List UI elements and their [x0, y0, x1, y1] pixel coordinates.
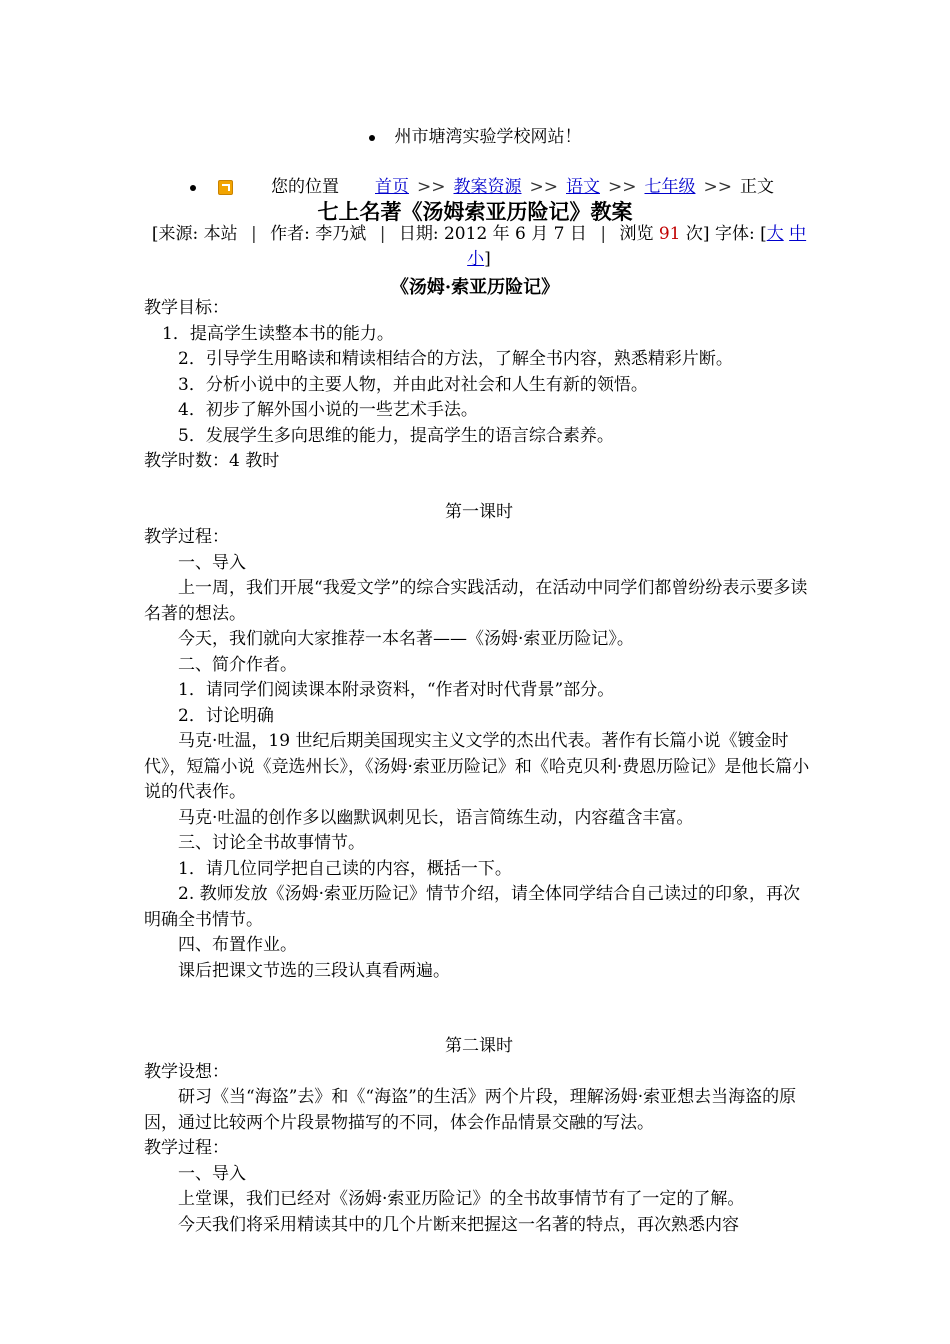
breadcrumb-separator: >>	[703, 177, 732, 197]
location-label: 您的位置	[271, 177, 339, 197]
article-title: 七上名著《汤姆索亚历险记》教案	[317, 199, 633, 224]
font-size-small-link[interactable]: 小	[467, 249, 485, 269]
body-paragraph: 今天我们将采用精读其中的几个片断来把握这一名著的特点，再次熟悉内容	[178, 1214, 739, 1235]
font-size-large-link[interactable]: 大	[766, 224, 784, 244]
site-welcome-text: 州市塘湾实验学校网站！	[394, 127, 582, 147]
meta-font-label: 字体: [	[714, 224, 767, 244]
article-subtitle: 《汤姆·索亚历险记》	[390, 277, 560, 298]
body-paragraph: 马克·吐温，19 世纪后期美国现实主义文学的杰出代表。著作有长篇小说《镀金时代》，短篇小说《竞选州长》，《汤姆·索亚历险记》和《哈克贝利·费恩历险记》是他长篇小说的代表作。	[144, 731, 810, 802]
paragraph-gap	[144, 475, 814, 500]
body-paragraph: 2. 教师发放《汤姆·索亚历险记》情节介绍，请全体同学结合自己读过的印象，再次明确全书情节。	[144, 884, 801, 930]
body-paragraph: 四、布置作业。	[178, 935, 297, 955]
body-paragraph: 课后把课文节选的三段认真看两遍。	[178, 960, 450, 981]
body-paragraph: 一、导入	[178, 552, 246, 573]
breadcrumb-home-link[interactable]: 首页	[375, 177, 409, 197]
location-arrow-icon	[218, 180, 233, 195]
article-body	[144, 296, 814, 1238]
body-paragraph: 教学目标：	[144, 298, 229, 318]
body-paragraph: 教学过程：	[144, 1138, 229, 1158]
body-paragraph: 一、导入	[178, 1163, 246, 1184]
body-paragraph: 马克·吐温的创作多以幽默讽刺见长，语言简练生动，内容蕴含丰富。	[178, 807, 694, 828]
body-paragraph: 教学过程：	[144, 527, 229, 547]
meta-divider: |	[379, 224, 386, 244]
meta-divider: |	[251, 224, 257, 244]
breadcrumb	[190, 172, 774, 197]
bullet-icon	[369, 135, 375, 141]
breadcrumb-lesson-resources-link[interactable]: 教案资源	[453, 177, 522, 197]
body-paragraph: 三、讨论全书故事情节。	[178, 833, 365, 853]
font-size-medium-link[interactable]: 中	[789, 224, 807, 244]
bullet-icon	[190, 185, 196, 191]
breadcrumb-separator: >>	[417, 177, 446, 197]
breadcrumb-separator: >>	[529, 177, 558, 197]
body-paragraph: 研习《当“海盗”去》和《“海盗”的生活》两个片段，理解汤姆·索亚想去当海盗的原因，通过比较两个片段景物描写的不同，体会作品情景交融的写法。	[144, 1087, 797, 1133]
meta-source: [来源: 本站	[151, 224, 238, 244]
site-welcome-line	[0, 122, 950, 147]
meta-divider: |	[600, 224, 607, 244]
body-paragraph: 今天，我们就向大家推荐一本名著——《汤姆·索亚历险记》。	[178, 629, 634, 649]
body-paragraph: 教学设想：	[144, 1061, 229, 1082]
meta-font-close: ]	[484, 249, 491, 269]
breadcrumb-current: 正文	[740, 177, 774, 197]
body-paragraph: 二、简介作者。	[178, 654, 297, 675]
body-paragraph: 教学时数：4 教时	[144, 451, 280, 471]
section-heading: 第二课时	[445, 1036, 513, 1056]
body-paragraph: 1．提高学生读整本书的能力。	[162, 323, 394, 344]
meta-views-count: 91	[658, 224, 681, 244]
body-paragraph: 4．初步了解外国小说的一些艺术手法。	[178, 400, 478, 420]
meta-author: 作者: 李乃斌	[270, 224, 367, 244]
body-paragraph: 5．发展学生多向思维的能力，提高学生的语言综合素养。	[178, 425, 614, 446]
breadcrumb-separator: >>	[608, 177, 637, 197]
body-paragraph: 上堂课，我们已经对《汤姆·索亚历险记》的全书故事情节有了一定的了解。	[178, 1189, 745, 1209]
body-paragraph: 3．分析小说中的主要人物，并由此对社会和人生有新的领悟。	[178, 374, 648, 395]
meta-views-label: 浏览	[619, 224, 654, 244]
body-paragraph: 2．讨论明确	[178, 705, 274, 726]
section-heading: 第一课时	[445, 501, 513, 522]
body-paragraph: 上一周，我们开展“我爱文学”的综合实践活动，在活动中同学们都曾纷纷表示要多读名著的想法。	[144, 578, 808, 624]
breadcrumb-chinese-link[interactable]: 语文	[566, 177, 600, 197]
meta-views-suffix: 次]	[685, 224, 710, 244]
body-paragraph: 2．引导学生用略读和精读相结合的方法，了解全书内容，熟悉精彩片断。	[178, 349, 733, 369]
paragraph-gap	[144, 984, 814, 1034]
meta-date: 日期: 2012 年 6 月 7 日	[398, 224, 587, 244]
breadcrumb-grade7-link[interactable]: 七年级	[644, 177, 696, 197]
article-meta	[144, 222, 814, 272]
body-paragraph: 1．请同学们阅读课本附录资料，“作者对时代背景”部分。	[178, 680, 615, 700]
body-paragraph: 1．请几位同学把自己读的内容，概括一下。	[178, 858, 512, 879]
